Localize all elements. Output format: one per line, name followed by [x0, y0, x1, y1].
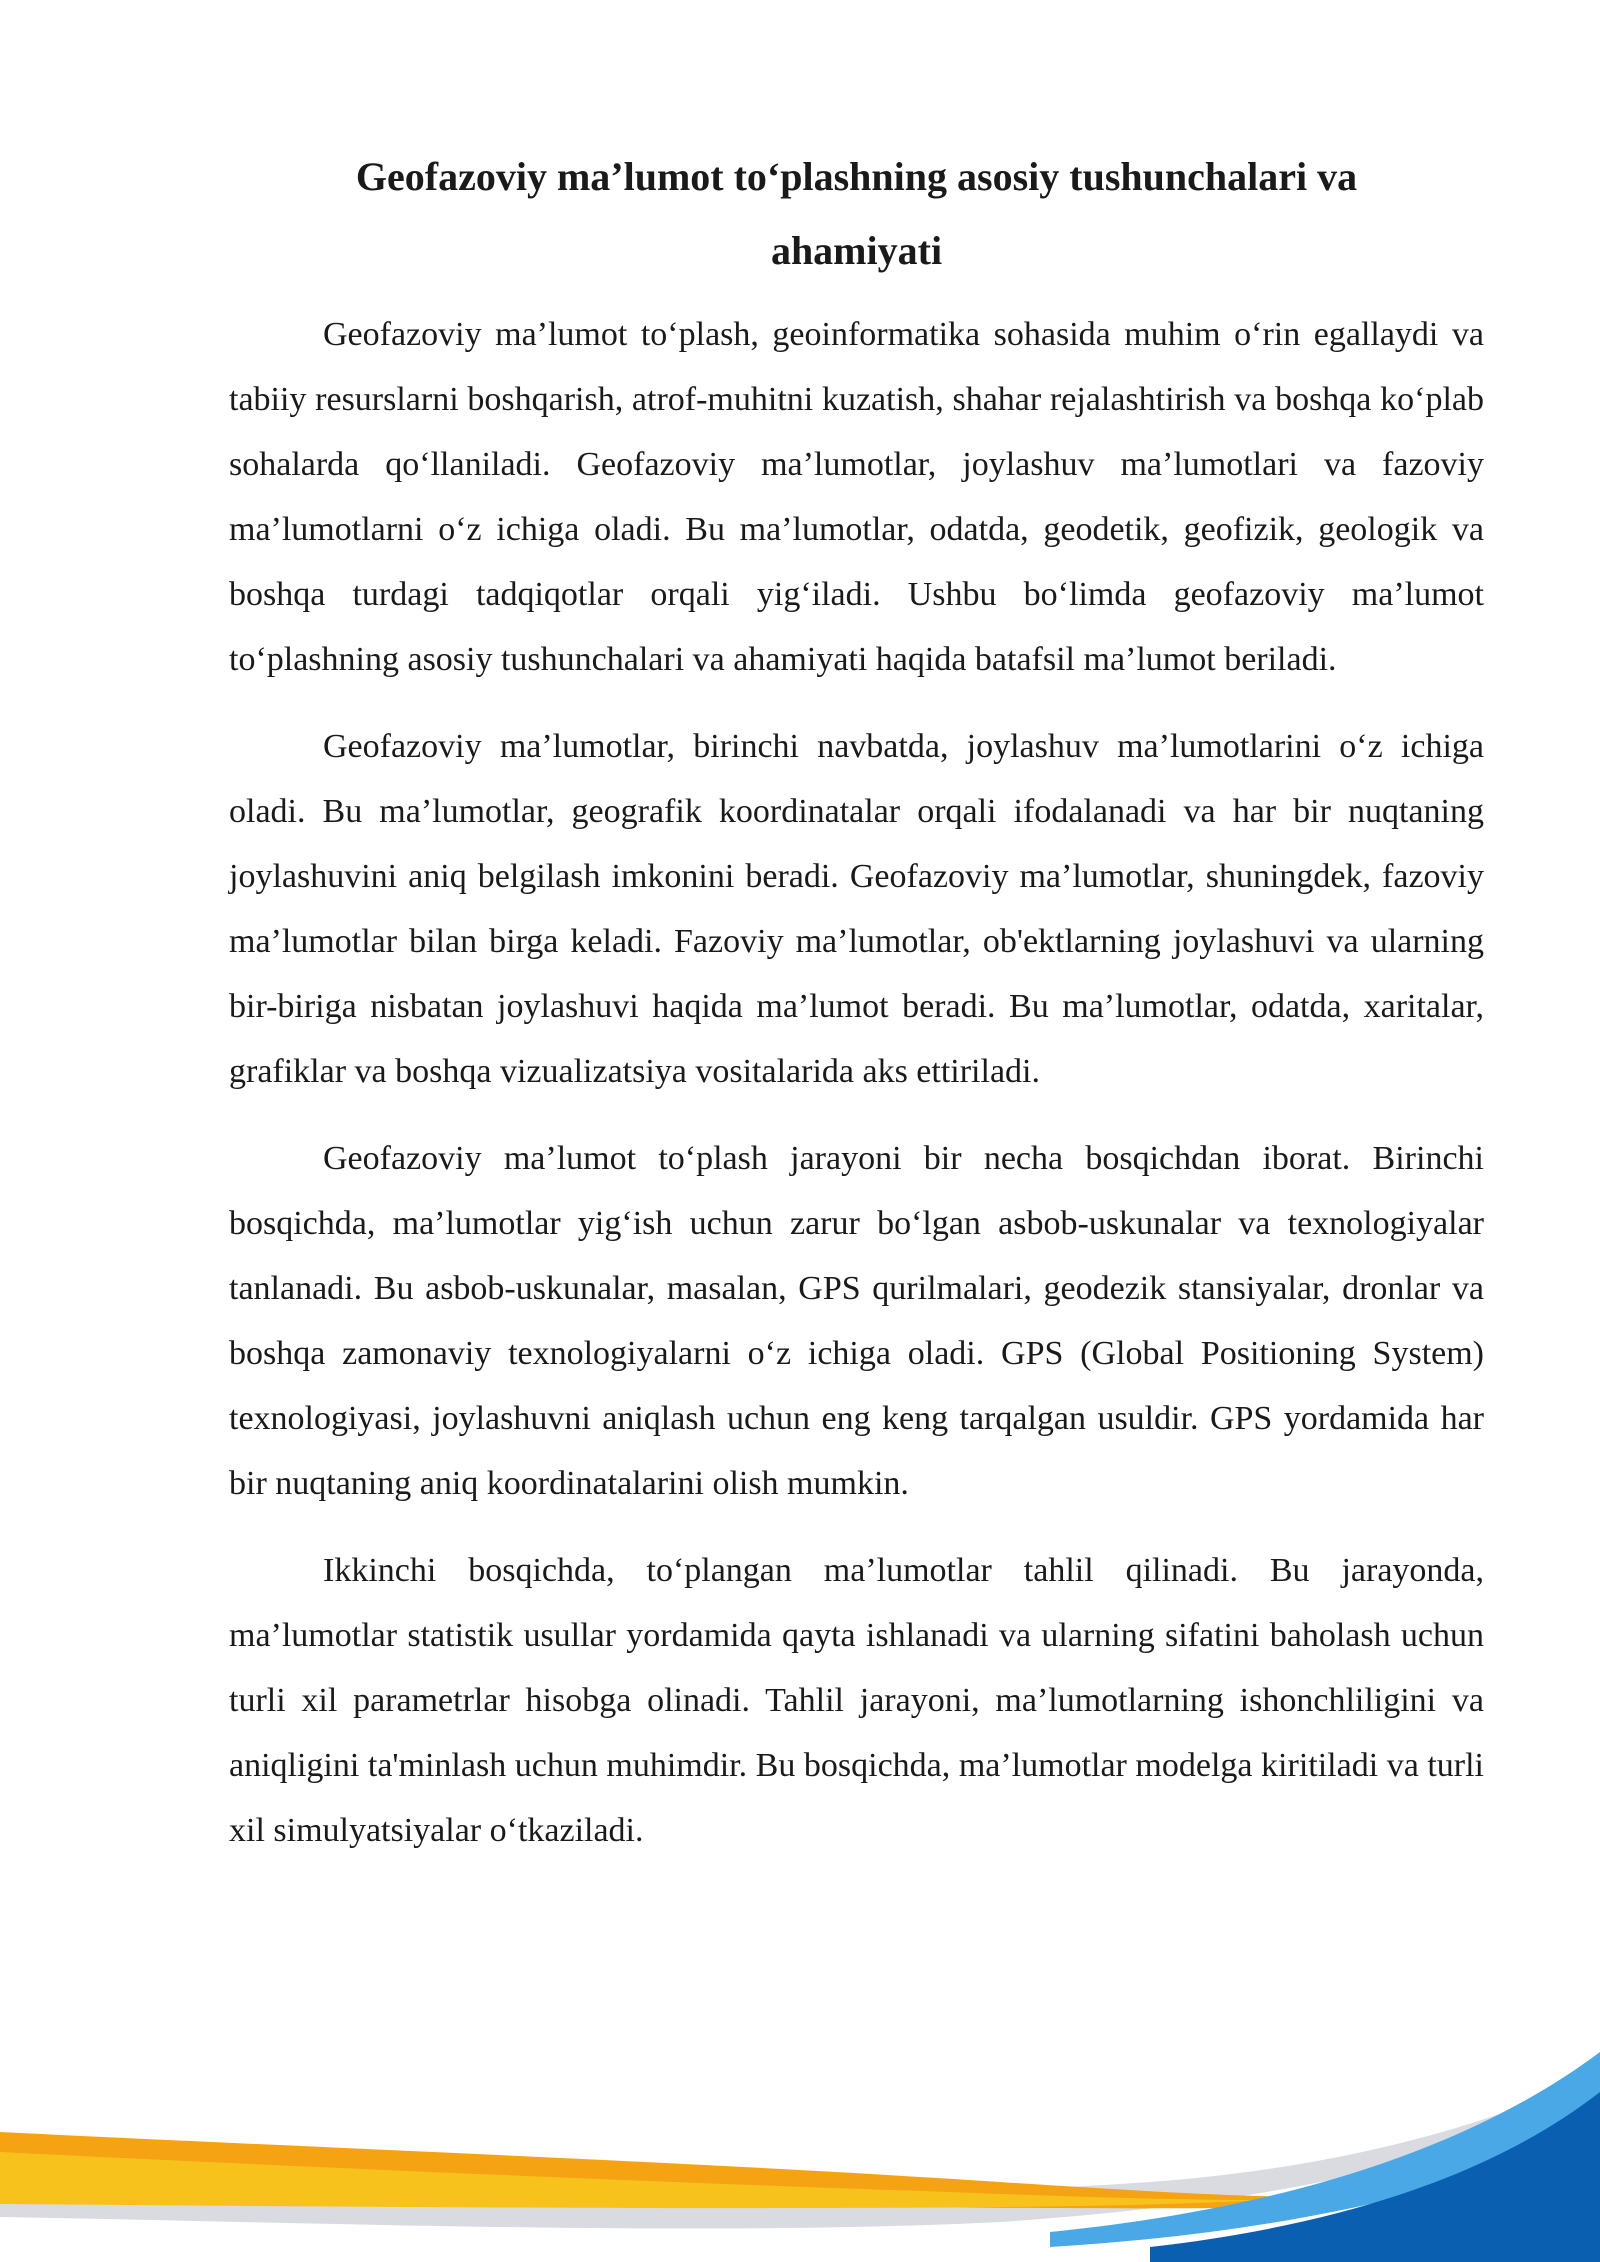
paragraph-2: Geofazoviy ma’lumotlar, birinchi navbatda, joylashuv ma’lumotlarini o‘z ichiga oladi. Bu ma’lumotlar, geografik koordinatalar orqali ifodalanadi va har bir nuqtaning joylashuvini aniq belgilash imkonini beradi. Geofazoviy ma’lumotlar, shuningdek, fazoviy ma’lumotlar bilan birga keladi. Fazoviy ma’lumotlar, ob'ektlarning joylashuvi va ularning bir-biriga nisbatan joylashuvi haqida ma’lumot beradi. Bu ma’lumotlar, odatda, xaritalar, grafiklar va boshqa vizualizatsiya vositalarida aks ettiriladi.	[229, 728, 1484, 1090]
paragraph-4: Ikkinchi bosqichda, to‘plangan ma’lumotlar tahlil qilinadi. Bu jarayonda, ma’lumotlar statistik usullar yordamida qayta ishlanadi va ularning sifatini baholash uchun turli xil parametrlar hisobga olinadi. Tahlil jarayoni, ma’lumotlarning ishonchliligini va aniqligini ta'minlash uchun muhimdir. Bu bosqichda, ma’lumotlar modelga kiritiladi va turli xil simulyatsiyalar o‘tkaziladi.	[229, 1552, 1484, 1849]
document-body	[229, 140, 1484, 1885]
paragraph-1: Geofazoviy ma’lumot to‘plash, geoinformatika sohasida muhim o‘rin egallaydi va tabiiy resurslarni boshqarish, atrof-muhitni kuzatish, shahar rejalashtirish va boshqa ko‘plab sohalarda qo‘llaniladi. Geofazoviy ma’lumotlar, joylashuv ma’lumotlari va fazoviy ma’lumotlarni o‘z ichiga oladi. Bu ma’lumotlar, odatda, geodetik, geofizik, geologik va boshqa turdagi tadqiqotlar orqali yig‘iladi. Ushbu bo‘limda geofazoviy ma’lumot to‘plashning asosiy tushunchalari va ahamiyati haqida batafsil ma’lumot beriladi.	[229, 316, 1484, 678]
paragraph-3: Geofazoviy ma’lumot to‘plash jarayoni bir necha bosqichdan iborat. Birinchi bosqichda, ma’lumotlar yig‘ish uchun zarur bo‘lgan asbob-uskunalar va texnologiyalar tanlanadi. Bu asbob-uskunalar, masalan, GPS qurilmalari, geodezik stansiyalar, dronlar va boshqa zamonaviy texnologiyalarni o‘z ichiga oladi. GPS (Global Positioning System) texnologiyasi, joylashuvni aniqlash uchun eng keng tarqalgan usuldir. GPS yordamida har bir nuqtaning aniq koordinatalarini olish mumkin.	[229, 1140, 1484, 1502]
document-title: Geofazoviy ma’lumot to‘plashning asosiy tushunchalari va ahamiyati	[355, 154, 1358, 273]
footer-wave-decoration	[0, 2032, 1600, 2262]
